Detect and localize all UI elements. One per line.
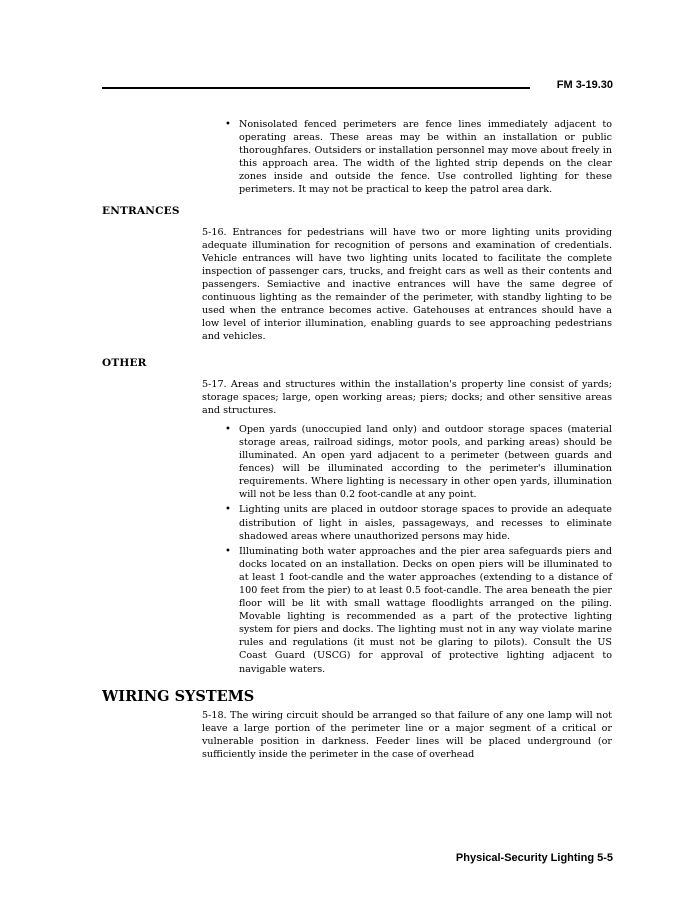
bullet-text: Lighting units are placed in outdoor storage spaces to provide an adequate distribution of light in aisles, passageways, and recesses to eliminate shadowed areas where unauthorized persons may hide. xyxy=(239,504,612,542)
paragraph-5-17: 5-17. Areas and structures within the installation's property line consist of yards; storage spaces; large, open working areas; piers; docks; and other sensitive areas and structures. xyxy=(202,378,612,416)
paragraph-5-16: 5-16. Entrances for pedestrians will have two or more lighting units providing adequate illumination for recognition of persons and examination of credentials. Vehicle entrances will have two lighting units located to facilitate the complete inspection of passenger cars, trucks, and freight cars as well as their contents and passengers. Semiactive and inactive entrances will have the same degree of continuous lighting as the remainder of the perimeter, with standby lighting to be used when the entrance becomes active. Gatehouses at entrances should have a low level of interior illumination, enabling guards to see approaching pedestrians and vehicles. xyxy=(202,226,612,343)
list-item xyxy=(225,503,612,542)
list-item xyxy=(225,423,612,502)
section-heading-wiring-systems: WIRING SYSTEMS xyxy=(102,687,255,705)
bullet-icon: • xyxy=(225,119,231,130)
page-body xyxy=(102,118,612,761)
header-rule xyxy=(102,87,530,89)
header-doc-id: FM 3-19.30 xyxy=(556,79,613,91)
list-item xyxy=(225,545,612,676)
bullet-icon: • xyxy=(225,423,231,435)
bullet-icon: • xyxy=(225,504,231,516)
bullet-text: Illuminating both water approaches and the pier area safeguards piers and docks located on an installation. Decks on open piers will be illuminated to at least 1 foot-candle and the water approaches (extending to a distance of 100 feet from the pier) to at least 0.5 foot-candle. The area beneath the pier floor will be lit with small wattage floodlights arranged on the piling. Movable lighting is recommended as a part of the protective lighting system for piers and docks. The lighting must not in any way violate marine rules and regulations (it must not be glaring to pilots). Consult the US Coast Guard (USCG) for approval of protective lighting adjacent to navigable waters. xyxy=(239,545,612,675)
intro-bullet-list xyxy=(102,118,612,197)
other-bullet-list xyxy=(102,423,612,676)
footer-page-label: Physical-Security Lighting 5-5 xyxy=(455,852,613,864)
section-heading-other: OTHER xyxy=(102,356,147,369)
list-item xyxy=(225,118,612,197)
bullet-icon: • xyxy=(225,545,231,557)
bullet-text: Nonisolated fenced perimeters are fence lines immediately adjacent to operating areas. These areas may be within an installation or public thoroughfares. Outsiders or installation personnel may move about freely in this approach area. The width of the lighted strip depends on the clear zones inside and outside the fence. Use controlled lighting for these perimeters. It may not be practical to keep the patrol area dark. xyxy=(239,119,612,196)
paragraph-5-18: 5-18. The wiring circuit should be arranged so that failure of any one lamp will not leave a large portion of the perimeter line or a major segment of a critical or vulnerable position in darkness. Feeder lines will be placed underground (or sufficiently inside the perimeter in the case of overhead xyxy=(202,709,612,761)
section-heading-entrances: ENTRANCES xyxy=(102,204,180,217)
bullet-text: Open yards (unoccupied land only) and outdoor storage spaces (material storage areas, railroad sidings, motor pools, and parking areas) should be illuminated. An open yard adjacent to a perimeter (between guards and fences) will be illuminated according to the perimeter's illumination requirements. Where lighting is necessary in other open yards, illumination will not be less than 0.2 foot-candle at any point. xyxy=(239,423,612,501)
